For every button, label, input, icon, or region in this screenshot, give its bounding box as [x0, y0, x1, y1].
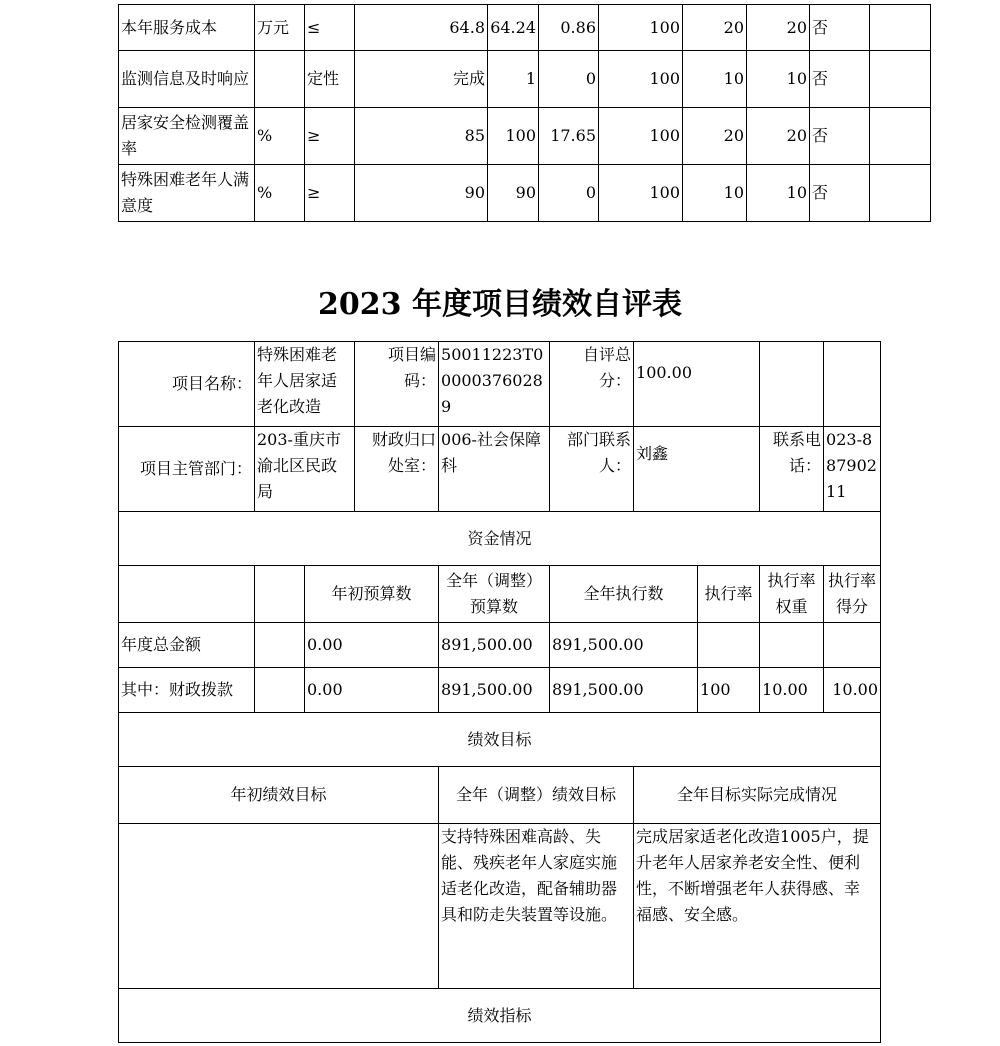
funds-row — [119, 668, 881, 713]
funds-header-rate-score: 执行率得分 — [824, 566, 881, 623]
empty-cell — [824, 342, 881, 427]
empty-cell — [255, 668, 305, 713]
goal-header-initial: 年初绩效目标 — [119, 767, 439, 824]
indicator-unit: % — [255, 108, 305, 165]
funds-row — [119, 623, 881, 668]
indicator-name: 居家安全检测覆盖率 — [119, 108, 255, 165]
phone-label: 联系电话： — [760, 427, 824, 512]
indicator-name: 特殊困难老年人满意度 — [119, 165, 255, 222]
indicator-name: 本年服务成本 — [119, 5, 255, 51]
page-title: 2023 年度项目绩效自评表 — [318, 287, 682, 322]
indicator-flag: 否 — [810, 108, 870, 165]
empty-cell — [119, 566, 255, 623]
funds-score: 10.00 — [824, 668, 881, 713]
indicator-deviation: 0.86 — [539, 5, 599, 51]
indicator-actual: 64.24 — [488, 5, 539, 51]
project-info-row — [119, 427, 881, 512]
indicator-score: 10 — [747, 51, 810, 108]
indicator-actual: 1 — [488, 51, 539, 108]
office-value: 006-社会保障科 — [439, 427, 550, 512]
indicator-operator: ≥ — [305, 108, 355, 165]
indicator-deviation: 17.65 — [539, 108, 599, 165]
project-name-value: 特殊困难老年人居家适老化改造 — [255, 342, 355, 427]
funds-row-label: 其中：财政拨款 — [119, 668, 255, 713]
indicator-deviation: 0 — [539, 51, 599, 108]
indicator-unit: % — [255, 165, 305, 222]
indicator-operator: ≥ — [305, 165, 355, 222]
funds-weight: 10.00 — [760, 668, 824, 713]
funds-header-adjusted: 全年（调整）预算数 — [439, 566, 550, 623]
funds-rate: 100 — [698, 668, 760, 713]
dept-value: 203-重庆市渝北区民政局 — [255, 427, 355, 512]
funds-header-rate-weight: 执行率权重 — [760, 566, 824, 623]
self-evaluation-form — [118, 341, 881, 1043]
funds-header-rate: 执行率 — [698, 566, 760, 623]
indicator-deviation: 0 — [539, 165, 599, 222]
indicators-section-title: 绩效指标 — [119, 989, 881, 1043]
project-code-label: 项目编码： — [355, 342, 439, 427]
project-name-label: 项目名称： — [119, 342, 255, 427]
indicator-flag: 否 — [810, 51, 870, 108]
indicator-score: 20 — [747, 5, 810, 51]
dept-label: 项目主管部门： — [119, 427, 255, 512]
indicator-target: 90 — [355, 165, 488, 222]
goals-content-row — [119, 824, 881, 989]
indicator-weight: 20 — [683, 5, 747, 51]
goal-header-actual: 全年目标实际完成情况 — [634, 767, 881, 824]
phone-value: 023-88790211 — [824, 427, 881, 512]
indicator-target: 85 — [355, 108, 488, 165]
funds-section-title: 资金情况 — [119, 512, 881, 566]
self-score-value: 100.00 — [634, 342, 760, 427]
funds-weight — [760, 623, 824, 668]
indicator-note — [870, 108, 931, 165]
indicator-target: 完成 — [355, 51, 488, 108]
indicator-flag: 否 — [810, 5, 870, 51]
funds-score — [824, 623, 881, 668]
indicator-weight: 10 — [683, 51, 747, 108]
indicator-full: 100 — [599, 5, 683, 51]
empty-cell — [255, 623, 305, 668]
goal-header-adjusted: 全年（调整）绩效目标 — [439, 767, 634, 824]
section-header-row — [119, 713, 881, 767]
funds-rate — [698, 623, 760, 668]
indicator-actual: 90 — [488, 165, 539, 222]
indicator-unit: 万元 — [255, 5, 305, 51]
office-label: 财政归口处室： — [355, 427, 439, 512]
funds-adjusted: 891,500.00 — [439, 623, 550, 668]
indicator-weight: 10 — [683, 165, 747, 222]
empty-cell — [760, 342, 824, 427]
indicator-operator: ≤ — [305, 5, 355, 51]
indicator-operator: 定性 — [305, 51, 355, 108]
indicator-table — [118, 4, 931, 222]
goal-actual-text: 完成居家适老化改造1005户，提升老年人居家养老安全性、便利性，不断增强老年人获得感、幸福感、安全感。 — [634, 824, 881, 989]
goal-initial-text — [119, 824, 439, 989]
self-score-label: 自评总分： — [550, 342, 634, 427]
funds-adjusted: 891,500.00 — [439, 668, 550, 713]
indicator-unit — [255, 51, 305, 108]
indicator-full: 100 — [599, 108, 683, 165]
empty-cell — [255, 566, 305, 623]
indicator-full: 100 — [599, 51, 683, 108]
funds-header-initial: 年初预算数 — [305, 566, 439, 623]
table-row — [119, 5, 931, 51]
table-row — [119, 51, 931, 108]
funds-executed: 891,500.00 — [550, 668, 698, 713]
goal-adjusted-text: 支持特殊困难高龄、失能、残疾老年人家庭实施适老化改造，配备辅助器具和防走失装置等设施。 — [439, 824, 634, 989]
indicator-note — [870, 5, 931, 51]
indicator-weight: 20 — [683, 108, 747, 165]
funds-header-executed: 全年执行数 — [550, 566, 698, 623]
indicator-name: 监测信息及时响应 — [119, 51, 255, 108]
project-info-row — [119, 342, 881, 427]
section-header-row — [119, 512, 881, 566]
goals-header-row — [119, 767, 881, 824]
contact-label: 部门联系人： — [550, 427, 634, 512]
funds-header-row — [119, 566, 881, 623]
funds-executed: 891,500.00 — [550, 623, 698, 668]
contact-value: 刘鑫 — [634, 427, 760, 512]
project-code-value: 50011223T000003760289 — [439, 342, 550, 427]
table-row — [119, 108, 931, 165]
funds-row-label: 年度总金额 — [119, 623, 255, 668]
indicator-note — [870, 51, 931, 108]
funds-initial: 0.00 — [305, 623, 439, 668]
funds-initial: 0.00 — [305, 668, 439, 713]
indicator-flag: 否 — [810, 165, 870, 222]
indicator-target: 64.8 — [355, 5, 488, 51]
indicator-score: 20 — [747, 108, 810, 165]
indicator-actual: 100 — [488, 108, 539, 165]
indicator-note — [870, 165, 931, 222]
indicator-score: 10 — [747, 165, 810, 222]
table-row — [119, 165, 931, 222]
goals-section-title: 绩效目标 — [119, 713, 881, 767]
section-header-row — [119, 989, 881, 1043]
indicator-full: 100 — [599, 165, 683, 222]
